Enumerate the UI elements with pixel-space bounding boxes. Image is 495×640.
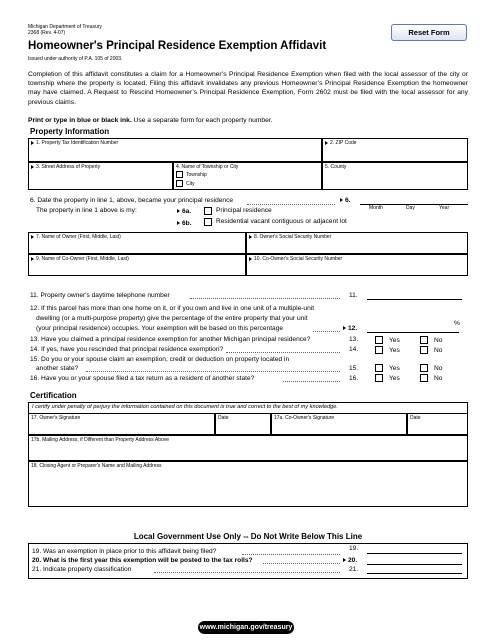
field-label: 9. Name of Co-Owner (First, Middle, Last): [36, 256, 129, 262]
q21-text: 21. Indicate property classification: [32, 566, 132, 573]
field-property-tax-id[interactable]: [28, 138, 322, 162]
certification-statement: I certify under penalty of perjury the information contained on this document is true and correct to the best of my knowledge.: [32, 404, 338, 410]
leader-dots: [242, 554, 340, 555]
arrow-icon: [340, 198, 343, 202]
field-owner-name[interactable]: [28, 232, 246, 254]
vacant-lot-checkbox[interactable]: [204, 218, 212, 226]
arrow-icon: [31, 165, 34, 169]
leader-dots: [247, 204, 335, 205]
q16-yes-label: Yes: [389, 375, 400, 382]
leader-dots: [283, 381, 340, 382]
field-label: 17b. Mailing Address, if Different than Property Address Above: [31, 437, 170, 443]
q6b-label: Residential vacant contiguous or adjacent lot: [216, 218, 347, 225]
q12-text-1: 12. If this parcel has more than one home on it, or if you own and live in one unit of a multiple-unit: [30, 305, 315, 312]
q12-number: 12.: [343, 325, 357, 333]
q20-text: 20. What is the first year this exemption will be posted to the tax rolls?: [32, 557, 253, 564]
phone-input[interactable]: [367, 291, 462, 299]
q15-text-2: another state?: [36, 365, 79, 372]
field-label: 5. County: [325, 164, 347, 170]
q14-number: 14.: [349, 346, 359, 353]
q6-text: 6. Date the property in line 1, above, became your principal residence: [30, 197, 234, 204]
intro-paragraph: Completion of this affidavit constitutes a claim for a Homeowner’s Principal Residence Exemption when filed with the local assessor of the city or township where the property is located. Filing this affidavit invalidates any previous Homeowner’s Principal Residence Exemption the homeowner may have claimed. A Request to Rescind Homeowner’s Principal Residence Exemption, Form 2602 must be filed with the local assessor for any previous claims.: [28, 71, 468, 106]
arrow-icon: [31, 235, 34, 239]
arrow-icon: [31, 257, 34, 261]
q13-yes-label: Yes: [389, 337, 400, 344]
q15-yes-label: Yes: [389, 365, 400, 372]
q19-number: 19.: [349, 545, 359, 552]
q20-number: 20.: [343, 557, 357, 565]
q12-answer-line: [367, 332, 459, 333]
q6-month-label: Month: [369, 205, 383, 211]
field-zip-code[interactable]: [322, 138, 468, 162]
q16-no-label: No: [434, 375, 443, 382]
q6-day-label: Day: [406, 205, 415, 211]
field-label: 10. Co-Owner's Social Security Number: [254, 256, 343, 262]
field-label: 17. Owner's Signature: [31, 415, 81, 421]
leader-dots: [190, 298, 340, 299]
arrow-icon: [31, 141, 34, 145]
q11-text: 11. Property owner's daytime telephone number: [30, 292, 170, 299]
q15-text-1: 15. Do you or your spouse claim an exemption, credit or deduction on property located in: [30, 356, 290, 363]
q16-text: 16. Have you or your spouse filed a tax return as a resident of another state?: [30, 375, 255, 382]
q6-subtext: The property in line 1 above is my:: [36, 207, 137, 214]
field-street-address[interactable]: [28, 162, 173, 190]
q16-yes-checkbox[interactable]: [375, 374, 383, 382]
field-label: 18. Closing Agent or Preparer's Name and Mailing Address: [31, 463, 162, 469]
field-label: Date: [218, 415, 229, 421]
field-coowner-ssn[interactable]: [246, 254, 468, 276]
closing-agent-field[interactable]: [28, 461, 468, 507]
arrow-icon: [177, 209, 180, 213]
owner-signature-field[interactable]: [28, 413, 215, 435]
q15-no-checkbox[interactable]: [420, 364, 428, 372]
q11-number: 11.: [349, 292, 358, 299]
treasury-website-link[interactable]: www.michigan.gov/treasury: [198, 621, 294, 634]
principal-residence-checkbox[interactable]: [204, 207, 212, 215]
field-owner-ssn[interactable]: [246, 232, 468, 254]
q12-text-2: dwelling (or a multi-purpose property) give the percentage of the entire property that your unit: [36, 315, 308, 322]
q15-number: 15.: [349, 365, 359, 372]
city-label: City: [186, 181, 195, 187]
q20-input[interactable]: [367, 556, 462, 564]
arrow-icon: [177, 221, 180, 225]
arrow-icon: [343, 326, 346, 330]
q6b-number: 6b.: [177, 220, 192, 228]
property-info-heading: Property Information: [30, 127, 110, 136]
leader-dots: [226, 352, 340, 353]
q13-yes-checkbox[interactable]: [375, 336, 383, 344]
q16-no-checkbox[interactable]: [420, 374, 428, 382]
print-note-rest: Use a separate form for each property number.: [131, 117, 273, 124]
owner-date-field[interactable]: [215, 413, 271, 435]
leader-dots: [313, 331, 340, 332]
q14-yes-label: Yes: [389, 347, 400, 354]
city-checkbox[interactable]: [176, 180, 183, 187]
field-label: 17a. Co-Owner's Signature: [274, 415, 335, 421]
coowner-date-field[interactable]: [407, 413, 468, 435]
leader-dots: [86, 371, 340, 372]
q21-input[interactable]: [367, 565, 462, 573]
q15-yes-checkbox[interactable]: [375, 364, 383, 372]
q14-yes-checkbox[interactable]: [375, 346, 383, 354]
print-note: [28, 117, 273, 125]
field-label: 7. Name of Owner (First, Middle, Last): [36, 234, 121, 240]
q6a-number: 6a.: [177, 208, 191, 216]
leader-dots: [154, 572, 340, 573]
q14-no-checkbox[interactable]: [420, 346, 428, 354]
local-use-heading: Local Government Use Only -- Do Not Write Below This Line: [133, 532, 363, 541]
q14-no-label: No: [434, 347, 443, 354]
print-note-bold: Print or type in blue or black ink.: [28, 117, 132, 124]
coowner-signature-field[interactable]: [271, 413, 407, 435]
q13-text: 13. Have you claimed a principal residence exemption for another Michigan principal residence?: [30, 336, 311, 343]
percentage-input[interactable]: [367, 324, 459, 332]
form-id: 2368 (Rev. 4-07): [28, 30, 66, 36]
q14-text: 14. If yes, have you rescinded that principal residence exemption?: [30, 346, 224, 353]
q16-number: 16.: [349, 375, 359, 382]
percent-sign: %: [454, 320, 460, 327]
q13-no-checkbox[interactable]: [420, 336, 428, 344]
q15-no-label: No: [434, 365, 443, 372]
q21-answer-line: [367, 573, 462, 574]
authority-note: Issued under authority of P.A. 105 of 2003.: [28, 56, 123, 62]
leader-dots: [263, 563, 340, 564]
field-label: 3. Street Address of Property: [36, 164, 101, 170]
q11-answer-line: [367, 299, 462, 300]
q21-number: 21.: [349, 566, 359, 573]
q12-text-3: (your principal residence) occupies. Your exemption will be based on this percentage: [36, 325, 284, 332]
q19-input[interactable]: [367, 545, 462, 553]
q6-number: 6.: [340, 197, 351, 205]
field-township-city[interactable]: [173, 162, 322, 190]
field-coowner-name[interactable]: [28, 254, 246, 276]
field-label: 1. Property Tax Identification Number: [36, 140, 119, 146]
arrow-icon: [325, 141, 328, 145]
field-label: 2. ZIP Code: [330, 140, 357, 146]
q19-text: 19. Was an exemption in place prior to this affidavit being filed?: [32, 548, 217, 555]
field-label: 8. Owner's Social Security Number: [254, 234, 332, 240]
q19-answer-line: [367, 553, 462, 554]
reset-form-button[interactable]: Reset Form: [391, 24, 467, 41]
department-name: Michigan Department of Treasury: [28, 24, 102, 30]
certification-heading: Certification: [30, 391, 77, 400]
q6a-label: Principal residence: [216, 207, 272, 214]
field-county[interactable]: [322, 162, 468, 190]
q13-no-label: No: [434, 337, 443, 344]
arrow-icon: [249, 257, 252, 261]
page-title: Homeowner's Principal Residence Exemption Affidavit: [28, 40, 327, 52]
field-label: 4. Name of Township or City: [176, 164, 239, 170]
arrow-icon: [343, 558, 346, 562]
field-label: Date: [410, 415, 421, 421]
certification-statement-box: [28, 402, 468, 413]
township-checkbox[interactable]: [176, 171, 183, 178]
arrow-icon: [249, 235, 252, 239]
mailing-address-field[interactable]: [28, 435, 468, 461]
q13-number: 13.: [349, 336, 359, 343]
q6-year-label: Year: [439, 205, 450, 211]
township-label: Township: [186, 172, 207, 178]
q6-date-input[interactable]: [361, 197, 467, 204]
